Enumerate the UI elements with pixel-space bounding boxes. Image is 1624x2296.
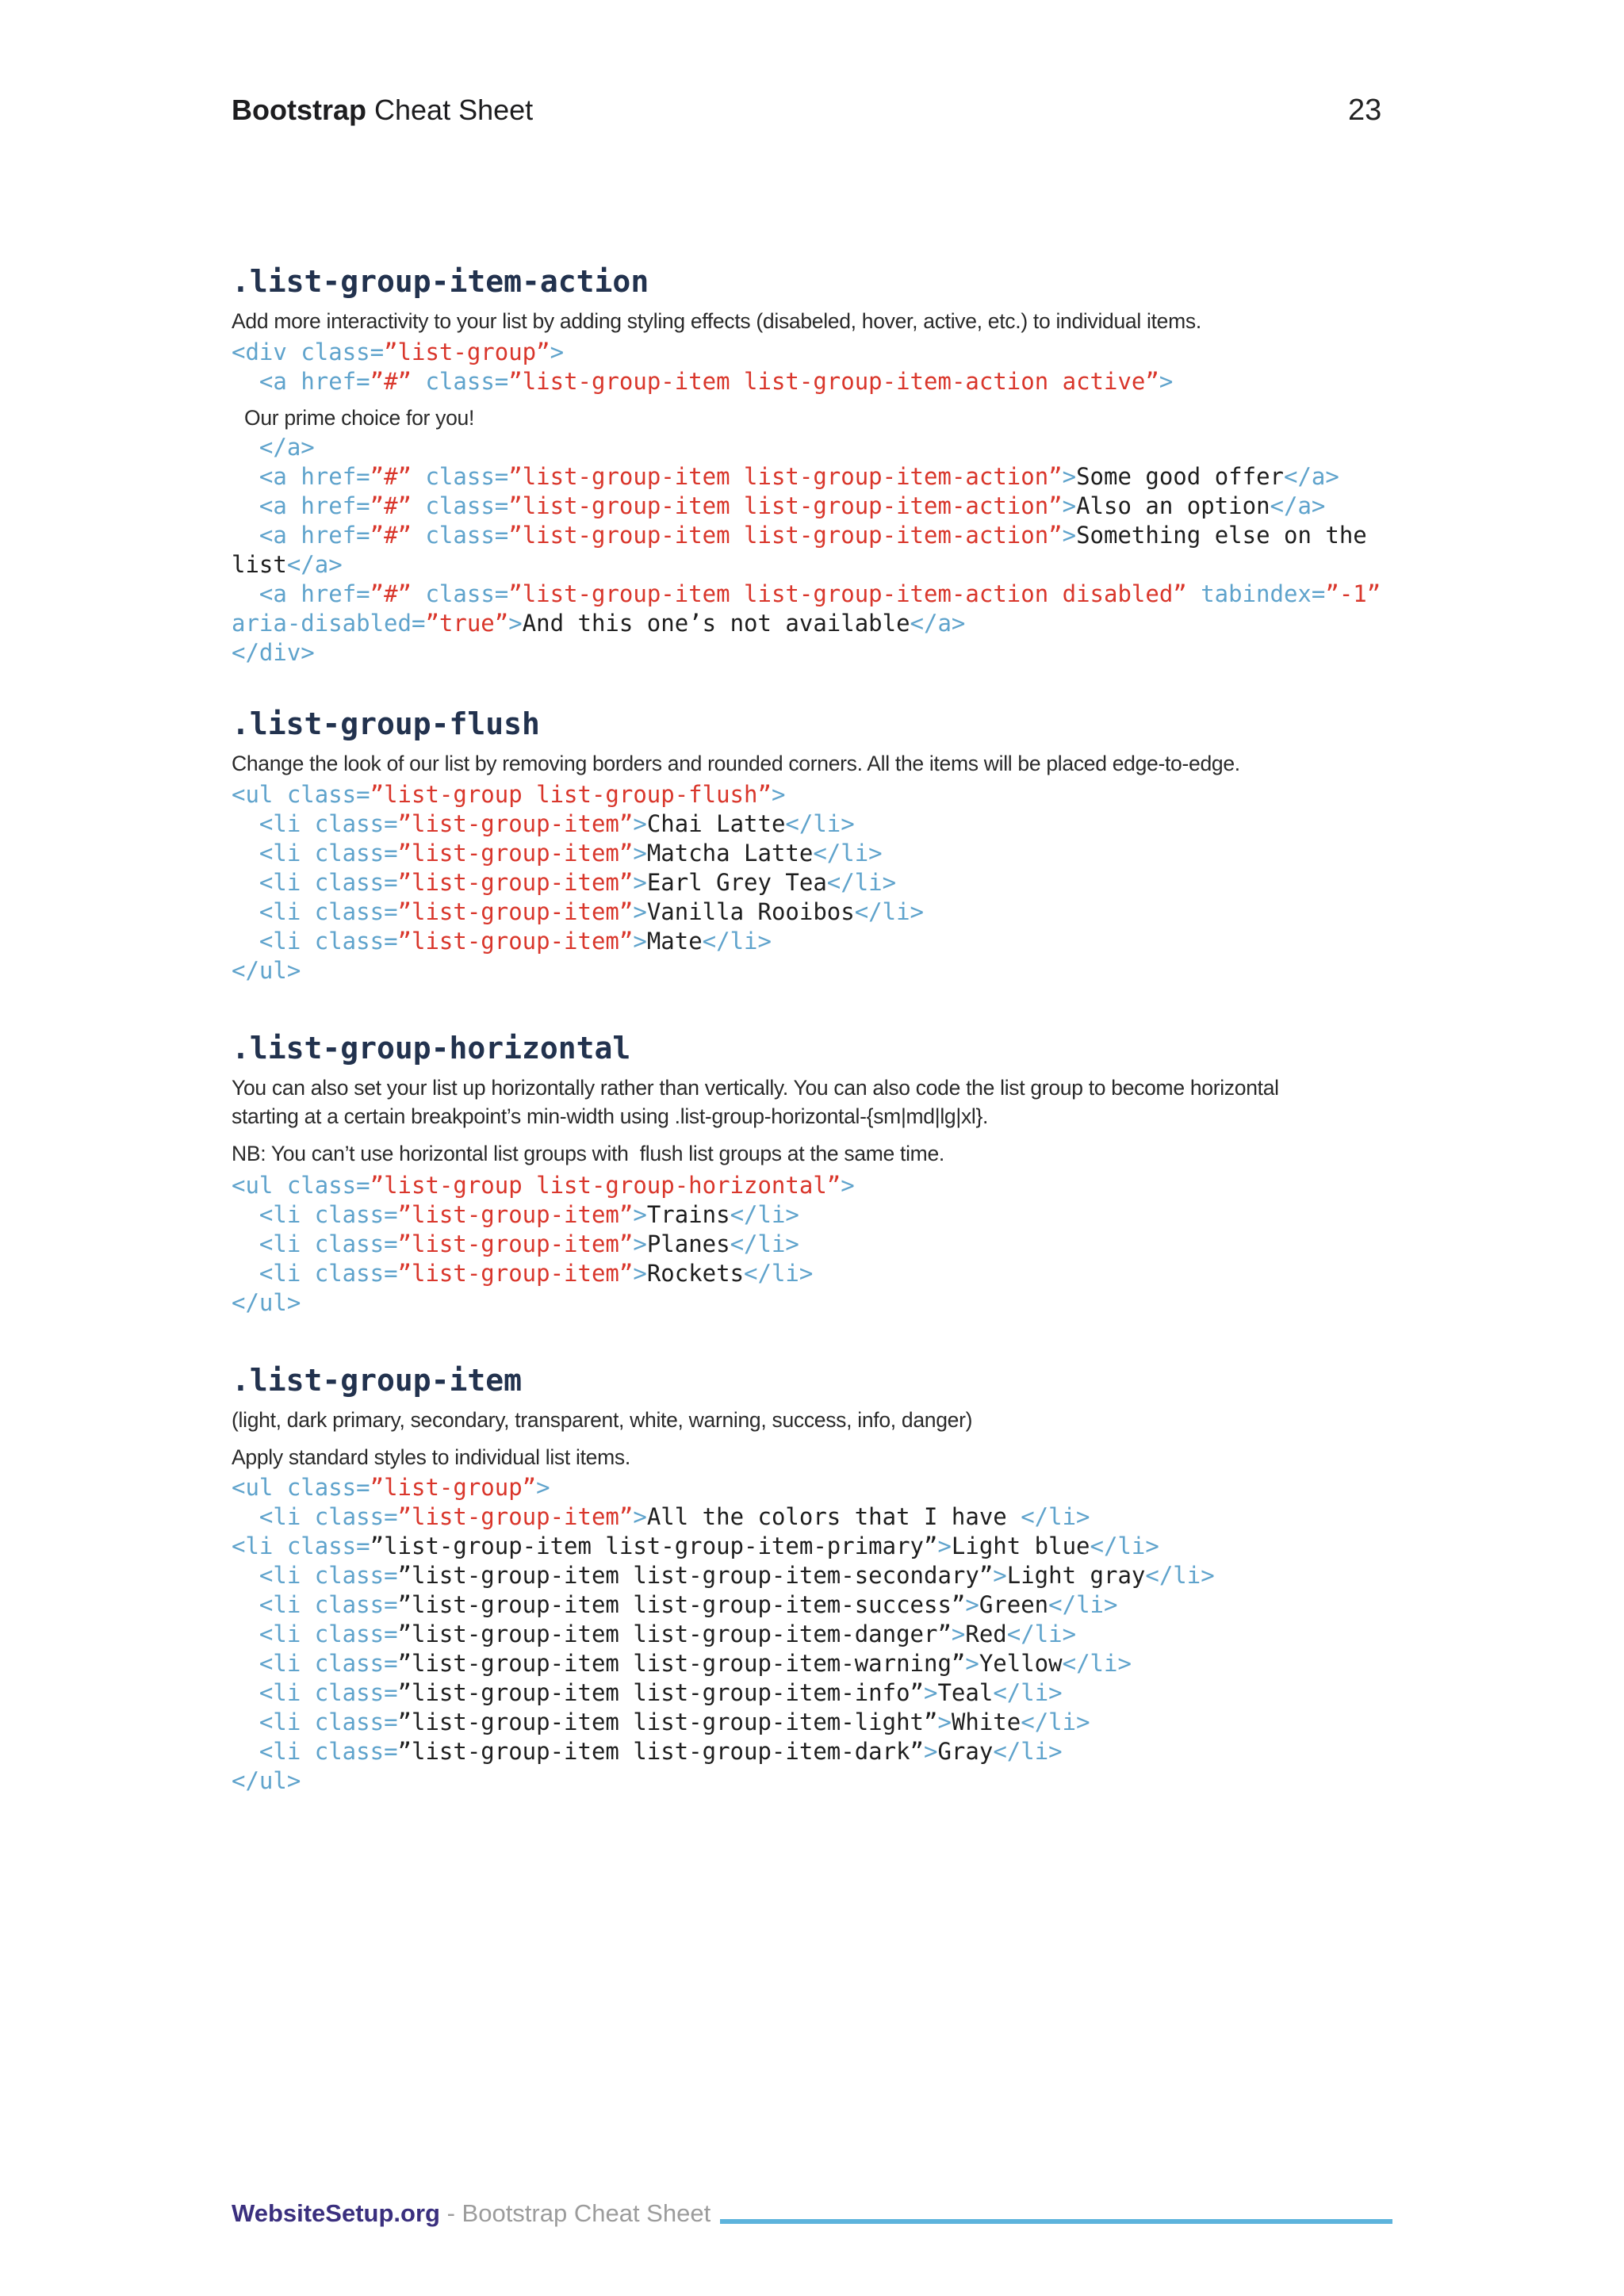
code-token: <li	[232, 840, 315, 867]
code-token: >	[633, 898, 647, 925]
code-token: class=	[286, 781, 370, 808]
code-token: <li	[232, 1738, 315, 1765]
section-title-item: .list-group-item	[232, 1363, 523, 1398]
code-token: ”#”	[370, 492, 412, 519]
code-token: >	[633, 928, 647, 955]
code-line	[232, 1532, 1215, 1561]
code-token: </li>	[993, 1679, 1063, 1706]
code-token: class=	[314, 898, 398, 925]
code-token: </li>	[1145, 1562, 1215, 1589]
code-token: class=	[412, 522, 509, 549]
section-note-horizontal: NB: You can’t use horizontal list groups with flush list groups at the same time.	[232, 1142, 944, 1165]
code-token: ”list-group-item”	[397, 840, 634, 867]
code-token: </li>	[826, 869, 897, 896]
code-token: >	[633, 1503, 647, 1530]
code-token: ”true”	[425, 610, 509, 637]
code-token: class=	[301, 339, 385, 365]
code-token: <li	[232, 1201, 315, 1228]
code-line	[232, 492, 1381, 521]
code-token: >	[550, 339, 565, 365]
code-token: Trains	[646, 1201, 730, 1228]
code-token: ”#”	[370, 368, 412, 395]
code-token: >	[633, 840, 647, 867]
code-token: ”#”	[370, 463, 412, 490]
code-token: <ul	[232, 1474, 287, 1501]
code-token: class=	[412, 580, 509, 607]
code-token: Gray	[937, 1738, 994, 1765]
code-token: <li	[232, 1650, 315, 1677]
page-header	[232, 94, 533, 127]
code-line	[232, 809, 924, 839]
code-token: class=	[412, 463, 509, 490]
code-token: ”list-group-item list-group-item-action”	[508, 522, 1063, 549]
code-token: </li>	[1090, 1533, 1159, 1559]
code-token: href=	[301, 368, 370, 395]
code-line	[232, 897, 924, 927]
code-block-item	[232, 1473, 1215, 1796]
code-token: Earl Grey Tea	[646, 869, 827, 896]
choice-text: Our prime choice for you!	[244, 406, 475, 430]
code-token: >	[1062, 522, 1077, 549]
code-token: ”list-group-item list-group-item-primary”	[370, 1533, 938, 1559]
code-token: Rockets	[646, 1260, 745, 1287]
code-token: ”list-group-item”	[397, 1503, 634, 1530]
code-token: class=	[314, 1201, 398, 1228]
code-line	[232, 521, 1381, 550]
code-token: >	[993, 1562, 1007, 1589]
code-line	[232, 609, 1381, 638]
code-token: class=	[314, 1591, 398, 1618]
code-token: <li	[232, 1230, 315, 1257]
section-title-action: .list-group-item-action	[232, 264, 649, 299]
code-token: class=	[314, 1503, 398, 1530]
code-token: Some good offer	[1076, 463, 1284, 490]
code-token: White	[951, 1709, 1021, 1735]
code-token: ”#”	[370, 522, 412, 549]
code-token: ”list-group-item list-group-item-dark”	[397, 1738, 924, 1765]
code-token: Yellow	[979, 1650, 1063, 1677]
code-line	[232, 1620, 1215, 1649]
code-block-horizontal	[232, 1171, 855, 1318]
code-token: </li>	[730, 1201, 799, 1228]
code-token: </ul>	[232, 957, 301, 984]
code-block-action-bottom	[232, 433, 1381, 668]
code-token: >	[633, 869, 647, 896]
code-token: <li	[232, 810, 315, 837]
code-token: class=	[314, 1562, 398, 1589]
footer-site: WebsiteSetup.org	[232, 2199, 440, 2227]
code-line	[232, 580, 1381, 609]
footer-title: Bootstrap Cheat Sheet	[462, 2199, 711, 2227]
code-token: >	[1062, 492, 1077, 519]
code-token: >	[924, 1738, 938, 1765]
code-token: ”list-group-item list-group-item-secondary”	[397, 1562, 994, 1589]
code-token: <li	[232, 1533, 287, 1559]
code-token: </li>	[813, 840, 883, 867]
code-line	[232, 1649, 1215, 1678]
code-line	[232, 1590, 1215, 1620]
code-token: >	[633, 1260, 647, 1287]
code-token: Light gray	[1006, 1562, 1146, 1589]
code-token: ”list-group-item list-group-item-danger”	[397, 1621, 952, 1647]
code-token: ”list-group-item”	[397, 869, 634, 896]
code-token: class=	[412, 492, 509, 519]
code-line	[232, 433, 1381, 462]
code-token: class=	[314, 869, 398, 896]
code-token: >	[951, 1621, 966, 1647]
code-token: </a>	[286, 551, 343, 578]
code-token: >	[1159, 368, 1174, 395]
code-line	[232, 1259, 855, 1288]
code-line	[232, 1473, 1215, 1502]
code-token: </li>	[1048, 1591, 1118, 1618]
footer-separator: -	[439, 2199, 462, 2227]
code-token: ”list-group”	[370, 1474, 537, 1501]
code-token: </ul>	[232, 1289, 301, 1316]
code-token: Light blue	[951, 1533, 1090, 1559]
code-token: ”list-group-item list-group-item-info”	[397, 1679, 924, 1706]
code-line	[232, 550, 1381, 580]
code-token: >	[508, 610, 523, 637]
section-desc-action: Add more interactivity to your list by adding styling effects (disabeled, hover, active, etc.) to individual items.	[232, 309, 1201, 333]
code-token: aria-disabled=	[232, 610, 426, 637]
code-token: >	[937, 1709, 952, 1735]
code-token: class=	[314, 1679, 398, 1706]
code-line	[232, 1708, 1215, 1737]
code-token: <a	[232, 580, 301, 607]
code-token: Teal	[937, 1679, 994, 1706]
code-line	[232, 780, 924, 809]
code-token: <li	[232, 1591, 315, 1618]
code-token: <a	[232, 522, 301, 549]
code-token: ”list-group-item list-group-item-action active”	[508, 368, 1159, 395]
code-token: >	[937, 1533, 952, 1559]
code-token: </li>	[744, 1260, 814, 1287]
code-token: Something else on the	[1076, 522, 1367, 549]
code-token: ”list-group-item”	[397, 928, 634, 955]
code-token: </ul>	[232, 1767, 301, 1794]
code-token: </a>	[910, 610, 966, 637]
code-token: </a>	[1284, 463, 1339, 490]
code-token: ”list-group”	[384, 339, 550, 365]
code-token: Matcha Latte	[646, 840, 814, 867]
code-token: ”list-group-item list-group-item-action”	[508, 492, 1063, 519]
code-token: </a>	[232, 434, 315, 461]
code-token: </li>	[1021, 1503, 1090, 1530]
code-token: list	[232, 551, 287, 578]
code-token: </li>	[785, 810, 855, 837]
code-line	[232, 1678, 1215, 1708]
code-block-flush	[232, 780, 924, 985]
header-brand: Bootstrap	[232, 94, 366, 126]
code-token: <li	[232, 1260, 315, 1287]
footer-divider	[720, 2219, 1392, 2224]
code-token: ”#”	[370, 580, 412, 607]
code-token: ”list-group-item”	[397, 810, 634, 837]
code-token: class=	[314, 1621, 398, 1647]
code-token: href=	[301, 492, 370, 519]
section-desc-item-2: Apply standard styles to individual list items.	[232, 1445, 630, 1469]
code-line	[232, 1200, 855, 1230]
code-token: </li>	[730, 1230, 799, 1257]
header-title: Cheat Sheet	[366, 94, 534, 126]
section-desc-item-1: (light, dark primary, secondary, transparent, white, warning, success, info, danger)	[232, 1408, 973, 1432]
code-token: <li	[232, 1562, 315, 1589]
code-token: class=	[314, 810, 398, 837]
code-token: </div>	[232, 639, 315, 666]
code-line	[232, 1230, 855, 1259]
code-token: <a	[232, 463, 301, 490]
code-token: ”list-group-item list-group-item-success”	[397, 1591, 966, 1618]
code-token: >	[965, 1650, 979, 1677]
code-token: <li	[232, 1709, 315, 1735]
code-token: >	[841, 1172, 855, 1199]
code-token: <li	[232, 898, 315, 925]
page-footer	[232, 2199, 710, 2228]
code-line	[232, 1561, 1215, 1590]
code-token: All the colors that I have	[646, 1503, 1021, 1530]
code-line	[232, 927, 924, 956]
code-token: href=	[301, 463, 370, 490]
code-line	[232, 868, 924, 897]
code-token: >	[965, 1591, 979, 1618]
code-token: </li>	[702, 928, 772, 955]
code-token: <ul	[232, 781, 287, 808]
code-line	[232, 367, 1173, 396]
code-token: </li>	[993, 1738, 1063, 1765]
code-token: >	[633, 1230, 647, 1257]
page-number: 23	[1348, 94, 1382, 127]
code-token: </a>	[1270, 492, 1326, 519]
code-token: tabindex=	[1186, 580, 1326, 607]
code-token: class=	[412, 368, 509, 395]
section-desc-horizontal-1: You can also set your list up horizontally rather than vertically. You can also code the list group to become horizontal	[232, 1076, 1279, 1100]
code-token: ”-1”	[1325, 580, 1381, 607]
code-token: And this one’s not available	[522, 610, 910, 637]
code-token: <li	[232, 1621, 315, 1647]
section-title-flush: .list-group-flush	[232, 706, 540, 741]
code-token: <a	[232, 492, 301, 519]
code-token: ”list-group list-group-flush”	[370, 781, 772, 808]
code-token: class=	[314, 1709, 398, 1735]
code-token: ”list-group-item list-group-item-light”	[397, 1709, 938, 1735]
code-token: Chai Latte	[646, 810, 786, 837]
code-line	[232, 1502, 1215, 1532]
code-token: class=	[314, 1738, 398, 1765]
code-line	[232, 839, 924, 868]
code-token: <li	[232, 928, 315, 955]
code-token: class=	[286, 1172, 370, 1199]
code-token: >	[1062, 463, 1077, 490]
code-token: >	[633, 1201, 647, 1228]
code-token: >	[924, 1679, 938, 1706]
code-token: Green	[979, 1591, 1049, 1618]
code-token: ”list-group-item list-group-item-warning”	[397, 1650, 966, 1677]
code-token: class=	[314, 1230, 398, 1257]
code-line	[232, 638, 1381, 668]
section-desc-horizontal-2: starting at a certain breakpoint’s min-width using .list-group-horizontal-{sm|md|lg|xl}.	[232, 1104, 989, 1128]
code-line	[232, 338, 1173, 367]
code-token: ”list-group-item”	[397, 1230, 634, 1257]
code-line	[232, 1171, 855, 1200]
code-line	[232, 956, 924, 985]
code-token: class=	[286, 1533, 370, 1559]
code-line	[232, 462, 1381, 492]
code-token: >	[633, 810, 647, 837]
section-title-horizontal: .list-group-horizontal	[232, 1031, 631, 1066]
code-line	[232, 1766, 1215, 1796]
code-token: ”list-group-item list-group-item-action disabled”	[508, 580, 1187, 607]
code-token: href=	[301, 522, 370, 549]
code-token: <li	[232, 869, 315, 896]
code-token: href=	[301, 580, 370, 607]
code-token: </li>	[1062, 1650, 1132, 1677]
code-token: class=	[314, 1650, 398, 1677]
code-token: Red	[965, 1621, 1007, 1647]
code-token: class=	[314, 840, 398, 867]
code-token: class=	[314, 1260, 398, 1287]
section-desc-flush: Change the look of our list by removing borders and rounded corners. All the items will be placed edge-to-edge.	[232, 752, 1240, 775]
code-token: Vanilla Rooibos	[646, 898, 855, 925]
code-token: ”list-group list-group-horizontal”	[370, 1172, 841, 1199]
code-token: </li>	[854, 898, 925, 925]
code-token: ”list-group-item list-group-item-action”	[508, 463, 1063, 490]
code-token: ”list-group-item”	[397, 898, 634, 925]
code-block-action-top	[232, 338, 1173, 396]
code-token: </li>	[1021, 1709, 1090, 1735]
code-line	[232, 1737, 1215, 1766]
code-token: ”list-group-item”	[397, 1260, 634, 1287]
code-token: >	[771, 781, 786, 808]
code-token: <ul	[232, 1172, 287, 1199]
code-token: <div	[232, 339, 301, 365]
code-token: >	[536, 1474, 550, 1501]
code-token: </li>	[1006, 1621, 1077, 1647]
code-token: <li	[232, 1679, 315, 1706]
code-token: class=	[314, 928, 398, 955]
code-token: <a	[232, 368, 301, 395]
code-token: Planes	[646, 1230, 730, 1257]
code-token: Mate	[646, 928, 703, 955]
code-token: ”list-group-item”	[397, 1201, 634, 1228]
code-token: class=	[286, 1474, 370, 1501]
code-token: <li	[232, 1503, 315, 1530]
code-token: Also an option	[1076, 492, 1270, 519]
code-line	[232, 1288, 855, 1318]
